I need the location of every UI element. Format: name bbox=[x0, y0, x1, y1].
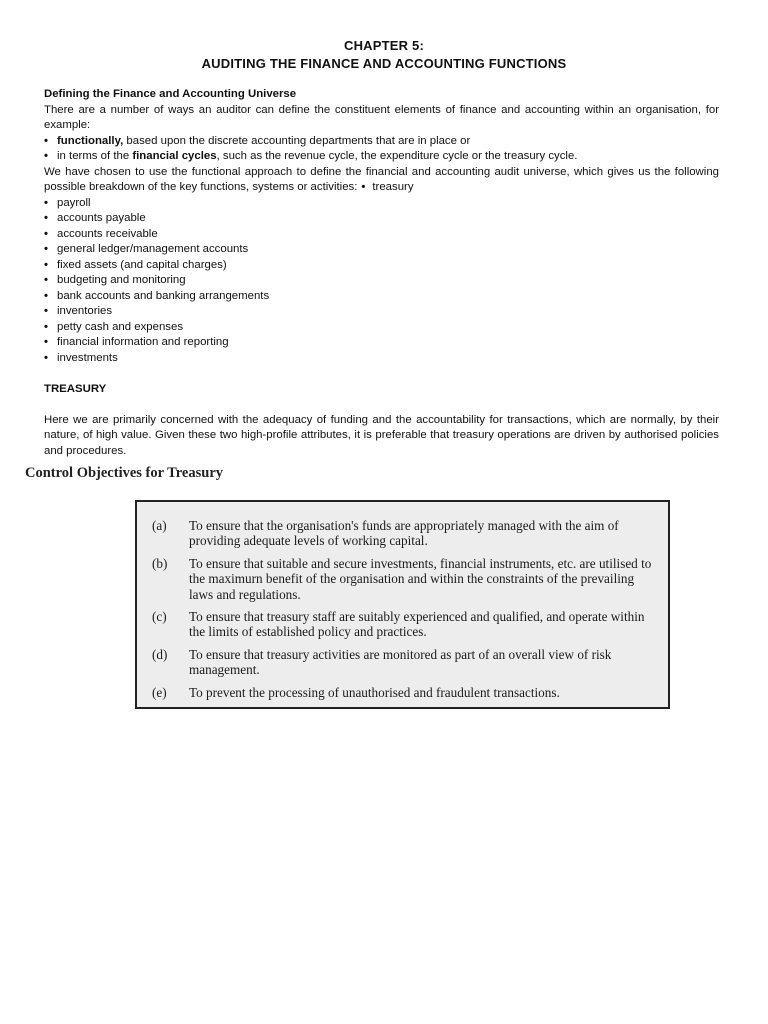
list-item: • petty cash and expenses bbox=[44, 320, 719, 336]
objective-item bbox=[152, 556, 654, 602]
body-text bbox=[44, 87, 719, 459]
list-item: • general ledger/management accounts bbox=[44, 242, 719, 258]
approach-paragraph bbox=[44, 165, 719, 196]
chapter-number: CHAPTER 5: bbox=[343, 38, 424, 53]
way-bold-term: functionally, bbox=[57, 134, 124, 147]
list-item: • financial information and reporting bbox=[44, 335, 719, 351]
objective-text: To ensure that suitable and secure investments, financial instruments, etc. are utilised to the maximurn benefit of the organisation and within the constraints of the prevailing laws and regulations. bbox=[189, 555, 652, 602]
list-item: • fixed assets (and capital charges) bbox=[44, 258, 719, 274]
control-objectives-box bbox=[135, 500, 670, 709]
list-item: • bank accounts and banking arrangements bbox=[44, 289, 719, 305]
way-text: , such as the revenue cycle, the expenditure cycle or the treasury cycle. bbox=[216, 150, 578, 162]
objective-item bbox=[152, 685, 654, 700]
objective-label: (e) bbox=[152, 684, 167, 700]
treasury-heading: TREASURY bbox=[44, 382, 107, 395]
objective-text: To ensure that the organisation's funds are appropriately managed with the aim of providing adequate levels of working capital. bbox=[189, 518, 619, 549]
approach-text: We have chosen to use the functional approach to define the financial and accounting audit universe, which gives us the following possible breakdown of the key functions, systems or activities: bbox=[44, 165, 719, 193]
list-item: • accounts payable bbox=[44, 211, 719, 227]
list-item: • inventories bbox=[44, 304, 719, 320]
objective-text: To ensure that treasury staff are suitably experienced and qualified, and operate within the limits of established policy and practices. bbox=[189, 609, 645, 640]
objective-label: (d) bbox=[152, 646, 168, 662]
list-item: • budgeting and monitoring bbox=[44, 273, 719, 289]
list-item: • accounts receivable bbox=[44, 227, 719, 243]
objective-label: (c) bbox=[152, 609, 167, 625]
intro-paragraph: There are a number of ways an auditor can define the constituent elements of finance and accounting within an organisation, for example: bbox=[44, 103, 719, 131]
list-item: • payroll bbox=[44, 196, 719, 212]
objective-label: (a) bbox=[152, 518, 167, 533]
way-pre-text: in terms of the bbox=[57, 150, 133, 162]
list-item: • investments bbox=[44, 351, 719, 367]
objective-item bbox=[152, 647, 654, 678]
way-item-functional bbox=[44, 134, 719, 150]
objective-item bbox=[152, 609, 654, 640]
control-objectives-title: Control Objectives for Treasury bbox=[25, 465, 224, 481]
treasury-paragraph: Here we are primarily concerned with the adequacy of funding and the accountability for transactions, which are normally, by their nature, of high value. Given these two high-profile attributes, it is preferable that treasury operations are driven by authorised policies and procedures. bbox=[44, 413, 719, 457]
way-text: based upon the discrete accounting departments that are in place or bbox=[123, 134, 471, 147]
chapter-title: AUDITING THE FINANCE AND ACCOUNTING FUNCTIONS bbox=[201, 56, 567, 71]
way-bold-term: financial cycles bbox=[132, 150, 217, 162]
objective-text: To prevent the processing of unauthorised and fraudulent transactions. bbox=[189, 684, 560, 700]
objective-item bbox=[152, 518, 654, 549]
objective-text: To ensure that treasury activities are monitored as part of an overall view of risk management. bbox=[189, 646, 612, 678]
section-heading: Defining the Finance and Accounting Universe bbox=[44, 88, 297, 100]
way-item-cycles bbox=[44, 149, 719, 165]
objective-label: (b) bbox=[152, 555, 168, 571]
list-item: • treasury bbox=[361, 181, 413, 193]
